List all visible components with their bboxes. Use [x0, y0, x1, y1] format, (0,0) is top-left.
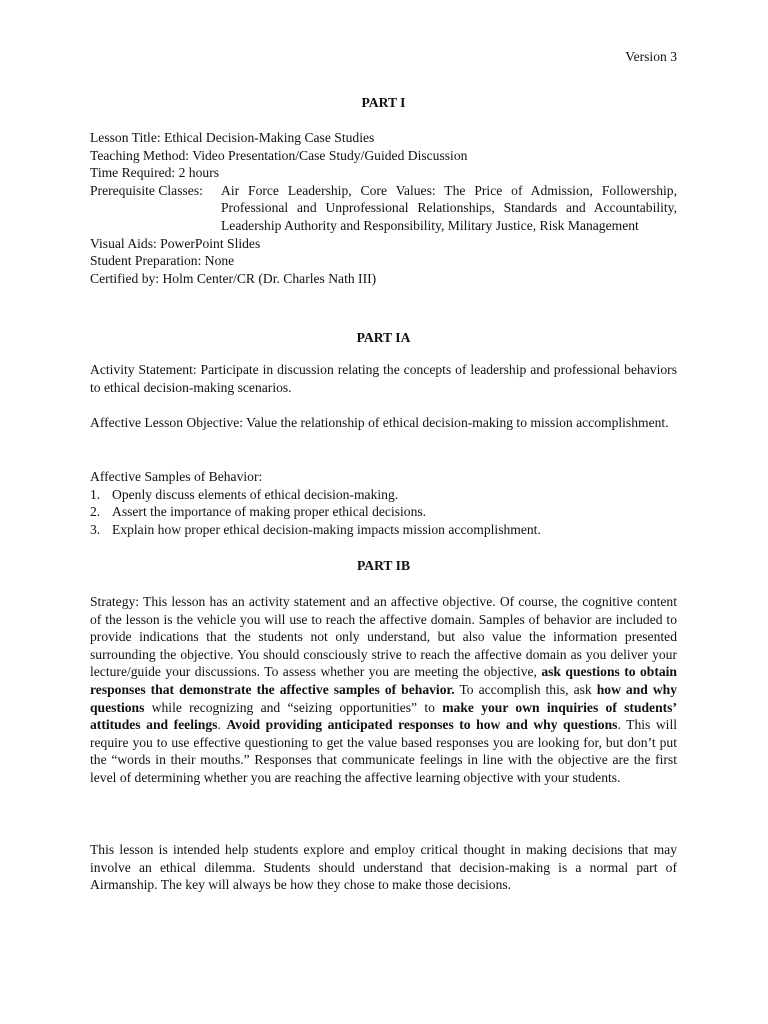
affective-samples — [90, 468, 677, 538]
list-item-text: Openly discuss elements of ethical decision-making. — [112, 486, 399, 502]
list-item — [90, 521, 677, 539]
list-item-number: 3. — [90, 521, 101, 537]
strategy-text-3: while recognizing and “seizing opportunities” to — [144, 699, 443, 715]
part-1a-heading: PART IA — [356, 330, 411, 345]
certified-by: Certified by: Holm Center/CR (Dr. Charles Nath III) — [90, 270, 377, 286]
list-item-number: 1. — [90, 486, 101, 502]
strategy-text-4: . — [217, 717, 227, 733]
strategy-bold-4: Avoid providing anticipated responses to how and why questions — [226, 717, 618, 733]
list-item-text: Explain how proper ethical decision-making impacts mission accomplishment. — [112, 521, 541, 537]
list-item — [90, 503, 677, 521]
prerequisite-value: Air Force Leadership, Core Values: The Price of Admission, Followership, Professional and Unprofessional Relationships, Standards and Accountability, Leadership Authority and Responsibility, Military Justice, Risk Management — [221, 182, 677, 233]
affective-objective: Affective Lesson Objective: Value the relationship of ethical decision-making to mission accomplishment. — [90, 415, 669, 430]
samples-list — [90, 486, 677, 539]
strategy-bold-2: how and why questions — [90, 681, 678, 715]
activity-statement: Activity Statement: Participate in discussion relating the concepts of leadership and professional behaviors to ethical decision-making scenarios. — [90, 362, 677, 395]
strategy-bold-1: ask questions to obtain responses that demonstrate the affective samples of behavior. — [90, 664, 677, 697]
strategy-text-2: To accomplish this, ask — [454, 681, 597, 697]
list-item-text: Assert the importance of making proper ethical decisions. — [112, 504, 427, 520]
strategy-paragraph — [90, 593, 677, 787]
version-label: Version 3 — [625, 49, 677, 64]
student-preparation: Student Preparation: None — [90, 253, 235, 269]
lesson-title: Lesson Title: Ethical Decision-Making Case Studies — [90, 130, 375, 145]
strategy-text-1: Strategy: This lesson has an activity statement and an affective objective. Of course, the cognitive content of the lesson is the vehicle you will use to reach the affective domain. Samples of behavior are included to provide indications that the students not only understand, but also value the information presented surrounding the objective. You should consciously strive to reach the affective domain as you deliver your lecture/guide your discussions. To assess whether you are meeting the objective, — [90, 594, 677, 680]
part-1-heading: PART I — [361, 95, 406, 110]
intent-paragraph: This lesson is intended help students explore and employ critical thought in making decisions that may involve an ethical dilemma. Students should understand that decision-making is a normal part of Airmanship. The key will always be how they chose to make those decisions. — [90, 842, 677, 893]
prerequisite-classes — [90, 182, 677, 235]
strategy-bold-3: make your own inquiries of students’ attitudes and feelings — [90, 699, 677, 733]
list-item — [90, 486, 677, 504]
prerequisite-label: Prerequisite Classes: — [90, 182, 203, 198]
part-1b-heading: PART IB — [356, 558, 411, 573]
visual-aids: Visual Aids: PowerPoint Slides — [90, 235, 261, 251]
samples-heading: Affective Samples of Behavior: — [90, 469, 263, 484]
list-item-number: 2. — [90, 504, 101, 520]
strategy-text-5: . This will require you to use effective questioning to get the value based responses you are looking for, but don’t put the “words in their mouths.” Responses that communicate feelings in line with the objective are the first level of determining whether you are reaching the affective learning objective with your students. — [90, 717, 678, 785]
teaching-method: Teaching Method: Video Presentation/Case Study/Guided Discussion — [90, 147, 468, 163]
time-required: Time Required: 2 hours — [90, 165, 220, 181]
lesson-info — [90, 129, 677, 287]
